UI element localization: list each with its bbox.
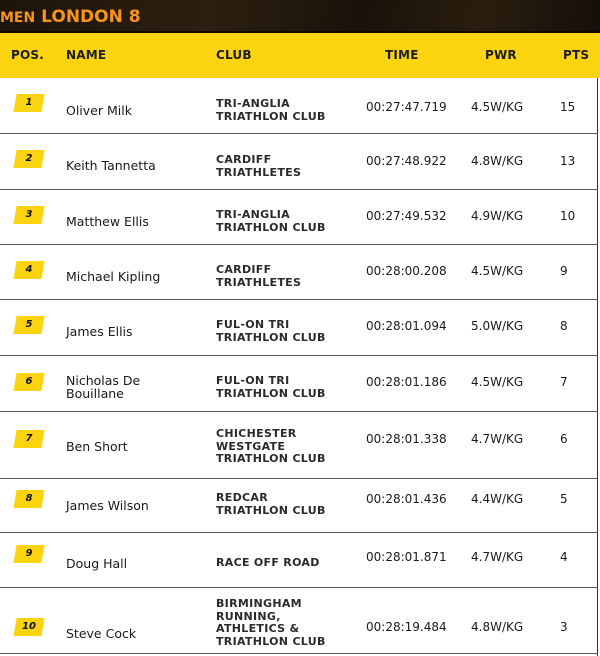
column-header-pos: POS.: [11, 48, 44, 62]
column-header-name: NAME: [66, 48, 107, 62]
points: 13: [560, 154, 576, 168]
power: 4.5W/KG: [471, 264, 524, 278]
athlete-name: Oliver Milk: [66, 103, 132, 118]
power: 4.8W/KG: [471, 154, 524, 168]
athlete-name: James Ellis: [66, 324, 133, 339]
athlete-name: Michael Kipling: [66, 269, 161, 284]
column-header-club: CLUB: [216, 48, 252, 62]
results-table: [0, 78, 598, 656]
points: 9: [560, 264, 568, 278]
power: 4.7W/KG: [471, 550, 524, 564]
athlete-club: RACE OFF ROAD: [216, 556, 320, 569]
column-header-pts: PTS: [563, 48, 590, 62]
position-badge: 10: [13, 618, 44, 636]
title-bar: [0, 0, 600, 33]
table-row: [0, 190, 598, 245]
table-row: [0, 134, 598, 190]
athlete-club: REDCAR TRIATHLON CLUB: [216, 491, 326, 517]
race-title: [0, 7, 141, 27]
athlete-club: BIRMINGHAM RUNNING, ATHLETICS & TRIATHLON CLUB: [216, 597, 326, 648]
table-row: [0, 533, 598, 588]
athlete-name: Nicholas De Bouillane: [66, 373, 141, 401]
race-title-main: LONDON 8: [41, 7, 141, 27]
athlete-club: FUL-ON TRI TRIATHLON CLUB: [216, 374, 326, 400]
power: 5.0W/KG: [471, 319, 524, 333]
finish-time: 00:28:01.436: [366, 492, 447, 506]
athlete-name: Steve Cock: [66, 626, 137, 641]
finish-time: 00:27:47.719: [366, 100, 447, 114]
finish-time: 00:28:01.871: [366, 550, 447, 564]
points: 8: [560, 319, 568, 333]
finish-time: 00:28:01.186: [366, 375, 447, 389]
points: 10: [560, 209, 576, 223]
table-row: [0, 356, 598, 412]
position-badge: 7: [13, 430, 44, 448]
table-row: [0, 78, 598, 134]
column-header-time: TIME: [385, 48, 419, 62]
power: 4.9W/KG: [471, 209, 524, 223]
athlete-name: Matthew Ellis: [66, 214, 149, 229]
athlete-club: TRI-ANGLIA TRIATHLON CLUB: [216, 208, 326, 234]
athlete-name: Keith Tannetta: [66, 158, 156, 173]
finish-time: 00:28:00.208: [366, 264, 447, 278]
position-badge: 6: [13, 373, 44, 391]
points: 3: [560, 620, 568, 634]
power: 4.8W/KG: [471, 620, 524, 634]
points: 5: [560, 492, 568, 506]
athlete-club: TRI-ANGLIA TRIATHLON CLUB: [216, 97, 326, 123]
column-header-pwr: PWR: [485, 48, 517, 62]
power: 4.5W/KG: [471, 375, 524, 389]
finish-time: 00:28:01.094: [366, 319, 447, 333]
finish-time: 00:27:48.922: [366, 154, 447, 168]
athlete-club: CARDIFF TRIATHLETES: [216, 153, 302, 179]
power: 4.5W/KG: [471, 100, 524, 114]
table-row: [0, 412, 598, 479]
position-badge: 9: [13, 545, 44, 563]
points: 4: [560, 550, 568, 564]
athlete-club: CHICHESTER WESTGATE TRIATHLON CLUB: [216, 427, 326, 465]
table-row: [0, 588, 598, 654]
position-badge: 3: [13, 206, 44, 224]
position-badge: 1: [13, 94, 44, 112]
race-title-prefix: MEN: [0, 10, 36, 26]
athlete-club: CARDIFF TRIATHLETES: [216, 263, 302, 289]
finish-time: 00:28:19.484: [366, 620, 447, 634]
athlete-club: FUL-ON TRI TRIATHLON CLUB: [216, 318, 326, 344]
power: 4.7W/KG: [471, 432, 524, 446]
athlete-name: Doug Hall: [66, 556, 128, 571]
points: 7: [560, 375, 568, 389]
power: 4.4W/KG: [471, 492, 524, 506]
table-row: [0, 300, 598, 356]
position-badge: 5: [13, 316, 44, 334]
position-badge: 8: [13, 490, 44, 508]
position-badge: 2: [13, 150, 44, 168]
table-row: [0, 245, 598, 300]
table-header: [0, 33, 600, 78]
position-badge: 4: [13, 261, 44, 279]
points: 15: [560, 100, 576, 114]
table-row: [0, 479, 598, 533]
athlete-name: James Wilson: [66, 498, 149, 513]
points: 6: [560, 432, 568, 446]
finish-time: 00:28:01.338: [366, 432, 447, 446]
finish-time: 00:27:49.532: [366, 209, 447, 223]
athlete-name: Ben Short: [66, 439, 128, 454]
